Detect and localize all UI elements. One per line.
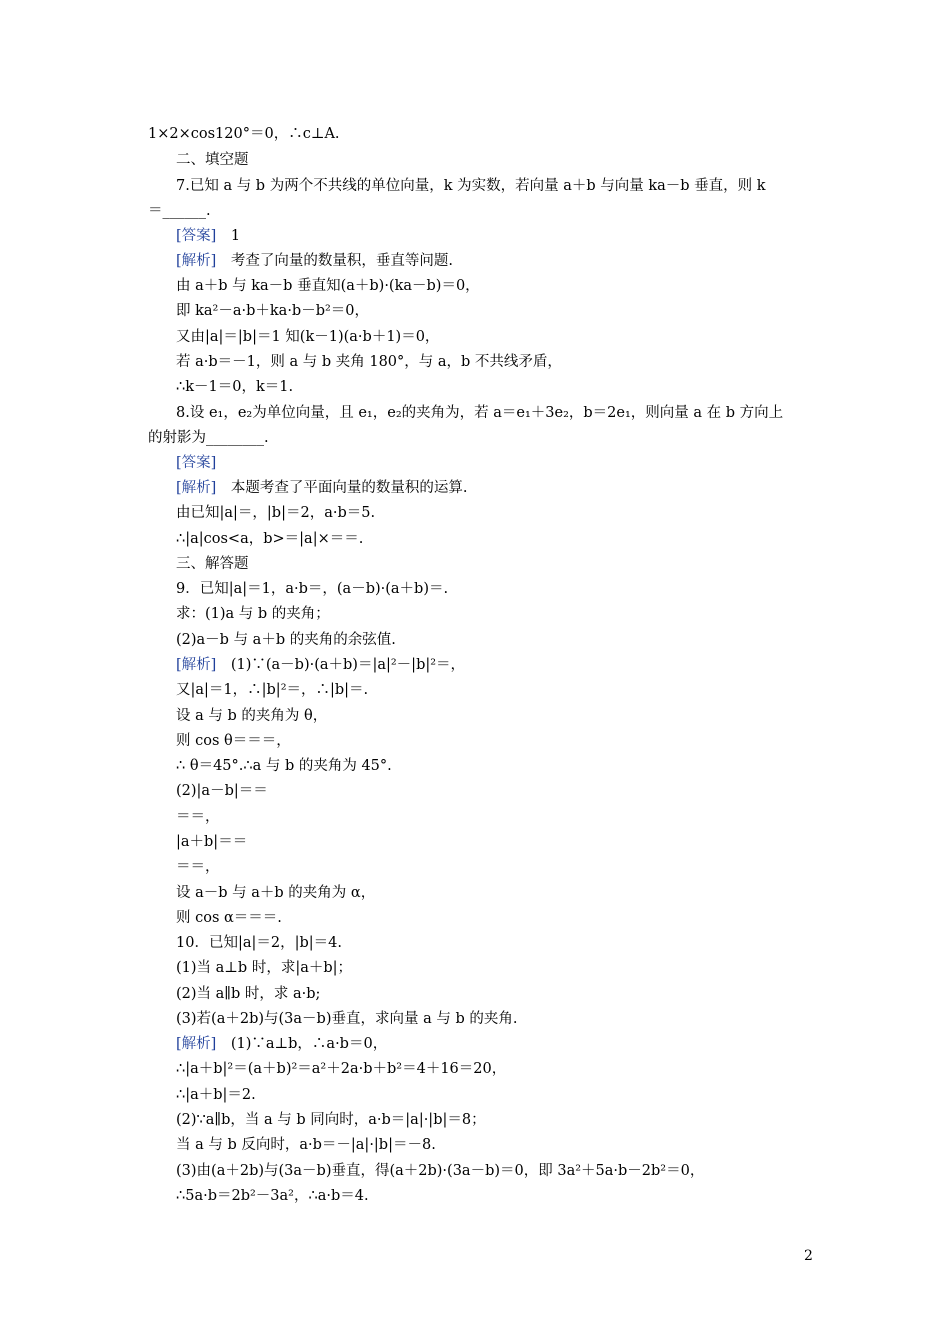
line-text: (1)∵(a－b)·(a＋b)＝|a|²－|b|²＝， xyxy=(216,657,466,673)
text-line xyxy=(176,833,247,851)
line-text: (1)∵a⊥b，∴a·b＝0， xyxy=(216,1036,388,1052)
text-line xyxy=(176,1187,369,1205)
text-line xyxy=(176,1111,486,1129)
line-text: ∴ θ＝45°.∴a 与 b 的夹角为 45°. xyxy=(176,758,392,774)
line-text: 考查了向量的数量积，垂直等问题. xyxy=(216,253,453,269)
line-text: (3)若(a＋2b)与(3a－b)垂直，求向量 a 与 b 的夹角. xyxy=(176,1011,518,1027)
line-text: 7.已知 a 与 b 为两个不共线的单位向量，k 为实数，若向量 a＋b 与向量 ka－b 垂直，则 k xyxy=(176,178,766,194)
line-text: 若 a·b＝－1，则 a 与 b 夹角 180°，与 a，b 不共线矛盾， xyxy=(176,354,562,370)
text-line xyxy=(176,1010,517,1028)
line-text: (2)∵a∥b，当 a 与 b 同向时，a·b＝|a|·|b|＝8； xyxy=(176,1112,486,1128)
text-line xyxy=(176,277,480,295)
line-text: (2)|a－b|＝＝ xyxy=(176,783,268,799)
text-line xyxy=(176,909,282,927)
text-line xyxy=(176,227,240,245)
text-line xyxy=(148,125,340,143)
line-text: 则 cos α＝＝＝. xyxy=(176,910,282,926)
text-line xyxy=(176,353,562,371)
text-line xyxy=(176,454,216,472)
text-line xyxy=(176,1136,436,1154)
text-line xyxy=(176,252,453,270)
text-line xyxy=(176,681,368,699)
line-text: 即 ka²－a·b＋ka·b－b²＝0， xyxy=(176,303,370,319)
text-line xyxy=(148,429,269,447)
text-line xyxy=(176,656,465,674)
section-tag: [答案] xyxy=(176,228,217,244)
line-text: |a＋b|＝＝ xyxy=(176,834,248,850)
line-text: 二、填空题 xyxy=(176,152,249,168)
text-line xyxy=(176,707,327,725)
line-text: ＝＝， xyxy=(176,809,220,825)
text-line xyxy=(176,884,375,902)
line-text: ∴k－1＝0，k＝1. xyxy=(176,379,294,395)
line-text: ∴5a·b＝2b²－3a²，∴a·b＝4. xyxy=(176,1188,369,1204)
text-line xyxy=(176,631,396,649)
text-line xyxy=(176,732,291,750)
line-text: (1)当 a⊥b 时，求|a＋b|； xyxy=(176,960,353,976)
line-text: 求：(1)a 与 b 的夹角； xyxy=(176,606,330,622)
line-text: (2)当 a∥b 时，求 a·b; xyxy=(176,986,321,1002)
line-text: ∴|a＋b|＝2. xyxy=(176,1087,256,1103)
line-text: 设 a－b 与 a＋b 的夹角为 α， xyxy=(176,885,376,901)
line-text: ＝______. xyxy=(148,203,211,219)
line-text: 又由|a|＝|b|＝1 知(k－1)(a·b＋1)＝0， xyxy=(176,329,440,345)
text-line xyxy=(148,202,211,220)
line-text: 则 cos θ＝＝＝， xyxy=(176,733,291,749)
section-tag: [解析] xyxy=(176,1036,217,1052)
text-line xyxy=(176,504,375,522)
text-line xyxy=(176,1035,387,1053)
line-text: 由已知|a|＝，|b|＝2，a·b＝5. xyxy=(176,505,376,521)
text-line xyxy=(176,782,268,800)
text-line xyxy=(176,1086,256,1104)
text-line xyxy=(176,378,293,396)
text-line xyxy=(176,479,467,497)
line-text: (3)由(a＋2b)与(3a－b)垂直，得(a＋2b)·(3a－b)＝0，即 3a²＋5a·b－2b²＝0， xyxy=(176,1163,705,1179)
section-tag: [答案] xyxy=(176,455,217,471)
text-line xyxy=(176,757,392,775)
section-tag: [解析] xyxy=(176,480,217,496)
text-line xyxy=(176,934,342,952)
line-text: 1×2×cos120°＝0，∴c⊥A. xyxy=(148,126,340,142)
line-text: 设 a 与 b 的夹角为 θ， xyxy=(176,708,328,724)
line-text: 本题考查了平面向量的数量积的运算. xyxy=(216,480,468,496)
text-line xyxy=(176,302,369,320)
line-text: 当 a 与 b 反向时，a·b＝－|a|·|b|＝－8. xyxy=(176,1137,436,1153)
line-text: 1 xyxy=(216,228,241,244)
line-text: ∴|a|cos<a，b>＝|a|×＝＝. xyxy=(176,531,364,547)
text-line xyxy=(176,151,249,169)
line-text: (2)a－b 与 a＋b 的夹角的余弦值. xyxy=(176,632,396,648)
line-text: 10．已知|a|＝2，|b|＝4. xyxy=(176,935,342,951)
line-text: 的射影为________. xyxy=(148,430,269,446)
text-line xyxy=(176,858,220,876)
text-line xyxy=(176,530,363,548)
line-text: 三、解答题 xyxy=(176,556,249,572)
line-text: 9．已知|a|＝1，a·b＝，(a－b)·(a＋b)＝. xyxy=(176,581,449,597)
section-tag: [解析] xyxy=(176,657,217,673)
text-line xyxy=(176,985,320,1003)
line-text: 8.设 e₁，e₂为单位向量，且 e₁，e₂的夹角为，若 a＝e₁＋3e₂，b＝2e₁，则向量 a 在 b 方向上 xyxy=(176,405,784,421)
text-line xyxy=(176,808,220,826)
text-line xyxy=(176,580,448,598)
line-text: ∴|a＋b|²＝(a＋b)²＝a²＋2a·b＋b²＝4＋16＝20， xyxy=(176,1061,507,1077)
text-line xyxy=(176,328,439,346)
text-line xyxy=(176,959,352,977)
line-text: 由 a＋b 与 ka－b 垂直知(a＋b)·(ka－b)＝0， xyxy=(176,278,480,294)
text-line xyxy=(176,1060,506,1078)
text-line xyxy=(176,1162,704,1180)
page-number: 2 xyxy=(804,1248,813,1264)
text-line xyxy=(176,555,249,573)
line-text: 又|a|＝1，∴|b|²＝，∴|b|＝. xyxy=(176,682,369,698)
line-text: ＝＝， xyxy=(176,859,220,875)
text-line xyxy=(176,605,330,623)
text-line xyxy=(176,404,783,422)
section-tag: [解析] xyxy=(176,253,217,269)
text-line xyxy=(176,177,766,195)
